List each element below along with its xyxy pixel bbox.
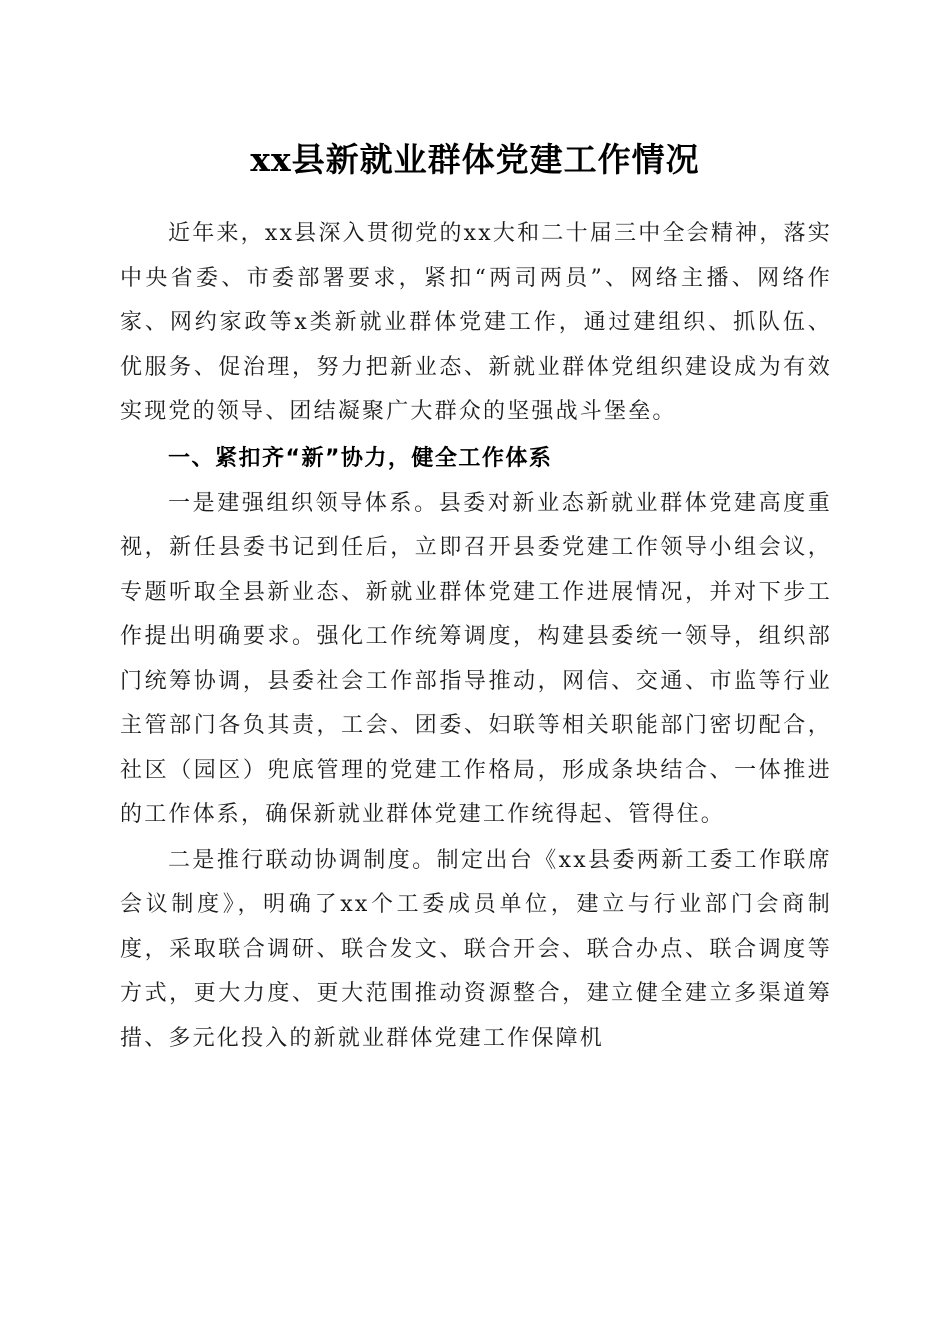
document-title: xx县新就业群体党建工作情况 (250, 140, 700, 179)
section1-paragraph-2 (120, 839, 832, 1062)
section1-paragraph-1 (120, 482, 832, 838)
intro-paragraph: 近年来，xx县深入贯彻党的xx大和二十届三中全会精神，落实中央省委、市委部署要求，紧扣“两司两员”、网络主播、网络作家、网约家政等x类新就业群体党建工作，通过建组织、抓队伍、优服务、促治理，努力把新业态、新就业群体党组织建设成为有效实现党的领导、团结凝聚广大群众的坚强战斗堡垒。 (120, 221, 832, 424)
section-heading-1: 一、紧扣齐“新”协力，健全工作体系 (168, 445, 553, 471)
paragraph-lead: 一是建强组织领导体系。 (168, 490, 439, 516)
paragraph-body: 制定出台《xx县委两新工委工作联席会议制度》，明确了xx个工委成员单位，建立与行业部门会商制度，采取联合调研、联合发文、联合开会、联合办点、联合调度等方式，更大力度、更大范围推动资源整合，建立健全建立多渠道筹措、多元化投入的新就业群体党建工作保障机 (120, 847, 832, 1051)
paragraph-lead: 二是推行联动协调制度。 (168, 847, 437, 873)
paragraph-body: 县委对新业态新就业群体党建高度重视，新任县委书记到任后，立即召开县委党建工作领导小组会议，专题听取全县新业态、新就业群体党建工作进展情况，并对下步工作提出明确要求。强化工作统筹调度，构建县委统一领导，组织部门统筹协调，县委社会工作部指导推动，网信、交通、市监等行业主管部门各负其责，工会、团委、妇联等相关职能部门密切配合，社区（园区）兜底管理的党建工作格局，形成条块结合、一体推进的工作体系，确保新就业群体党建工作统得起、管得住。 (120, 490, 833, 827)
document-body (120, 212, 832, 1061)
